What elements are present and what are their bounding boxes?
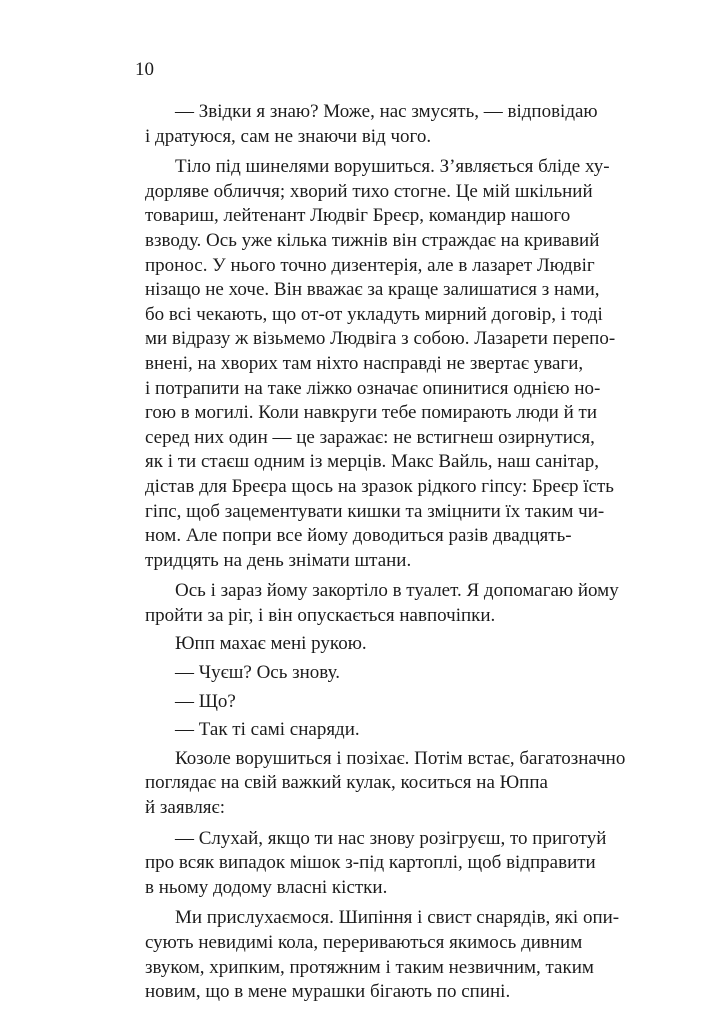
paragraph bbox=[145, 718, 530, 743]
text-line: Ми прислухаємося. Шипіння і свист снарядів, які опи- bbox=[175, 907, 620, 929]
text-line: й заявляє: bbox=[145, 797, 225, 819]
text-line: — Звідки я знаю? Може, нас змусять, — відповідаю bbox=[175, 101, 598, 122]
text-line: пронос. У нього точно дизентерія, але в лазарет Людвіг bbox=[145, 254, 595, 276]
text-line: і потрапити на таке ліжко означає опинитися однією но- bbox=[145, 377, 601, 399]
text-line: ном. Але попри все йому доводиться разів двадцять- bbox=[145, 525, 572, 547]
text-line: гіпс, щоб зацементувати кишки та зміцнити їх таким чи- bbox=[145, 500, 605, 522]
text-line: як і ти стаєш одним із мерців. Макс Вайль, наш санітар, bbox=[145, 451, 599, 473]
text-line: взводу. Ось уже кілька тижнів він страждає на кривавий bbox=[145, 229, 600, 251]
text-line: товариш, лейтенант Людвіг Бреєр, командир нашого bbox=[145, 205, 571, 227]
text-line: звуком, хрипким, протяжним і таким незвичним, таким bbox=[145, 956, 594, 978]
paragraph bbox=[145, 661, 530, 686]
paragraph bbox=[145, 155, 616, 573]
text-line: дорляве обличчя; хворий тихо стогне. Це мій шкільний bbox=[145, 180, 593, 202]
text-line: Козоле ворушиться і позіхає. Потім встає, багатозначно bbox=[175, 747, 626, 769]
text-line: і дратуюся, сам не знаючи від чого. bbox=[145, 125, 432, 147]
paragraph bbox=[145, 747, 626, 821]
text-line: Ось і зараз йому закортіло в туалет. Я допомагаю йому bbox=[175, 580, 619, 602]
paragraph bbox=[145, 632, 530, 657]
text-line: в ньому додому власні кістки. bbox=[145, 876, 388, 898]
body-text bbox=[145, 100, 626, 1011]
text-line: про всяк випадок мішок з-під картоплі, щоб відправити bbox=[145, 852, 596, 874]
page-number: 10 bbox=[135, 59, 154, 80]
text-line: тридцять на день знімати штани. bbox=[145, 549, 412, 571]
text-line: — Так ті самі снаряди. bbox=[175, 719, 360, 741]
text-line: Тіло під шинелями ворушиться. З’являється бліде ху- bbox=[175, 156, 610, 178]
paragraph bbox=[145, 906, 620, 1004]
paragraph bbox=[145, 690, 530, 715]
text-line: гою в могилі. Коли навкруги тебе помирають люди й ти bbox=[145, 402, 597, 424]
text-line: пройти за ріг, і він опускається навпочіпки. bbox=[145, 604, 496, 626]
text-line: — Що? bbox=[175, 690, 236, 712]
text-line: бо всі чекають, що от-от укладуть мирний договір, і тоді bbox=[145, 303, 603, 325]
text-line: — Слухай, якщо ти нас знову розігруєш, то приготуй bbox=[175, 827, 607, 849]
text-line: нізащо не хоче. Він вважає за краще залишатися з нами, bbox=[145, 279, 600, 301]
text-line: Юпп махає мені рукою. bbox=[175, 633, 367, 655]
text-line: поглядає на свій важкий кулак, коситься на Юппа bbox=[145, 772, 548, 794]
text-line: серед них один — це заражає: не встигнеш озирнутися, bbox=[145, 426, 595, 448]
paragraph bbox=[145, 579, 619, 628]
text-line: внені, на хворих там ніхто насправді не звертає уваги, bbox=[145, 352, 584, 374]
text-line: дістав для Бреєра щось на зразок рідкого гіпсу: Бреєр їсть bbox=[145, 475, 614, 497]
text-line: новим, що в мене мурашки бігають по спині. bbox=[145, 981, 511, 1003]
paragraph bbox=[145, 827, 607, 901]
text-line: сують невидимі кола, перериваються якимось дивним bbox=[145, 932, 583, 953]
text-line: ми відразу ж візьмемо Людвіга з собою. Лазарети перепо- bbox=[145, 328, 616, 350]
paragraph bbox=[145, 100, 598, 149]
text-line: — Чуєш? Ось знову. bbox=[175, 662, 340, 684]
